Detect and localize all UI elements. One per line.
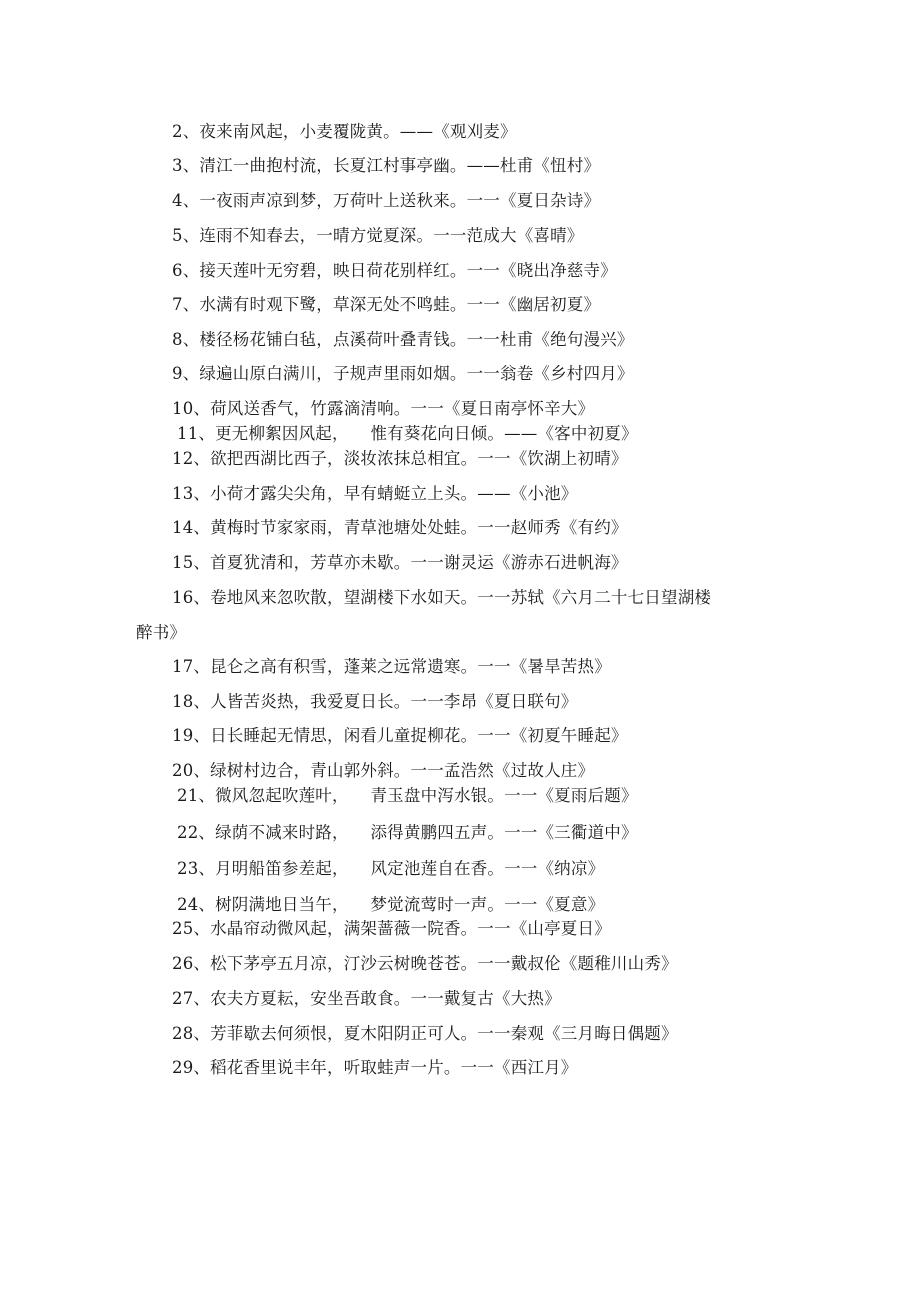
poem-line-20: 20、绿树村边合，青山郭外斜。一一孟浩然《过故人庄》 <box>172 761 595 780</box>
poem-line-18: 18、人皆苦炎热，我爱夏日长。一一李昂《夏日联句》 <box>172 692 578 711</box>
poem-line-13: 13、小荷才露尖尖角，早有蜻蜓立上头。——《小池》 <box>172 484 578 503</box>
poem-line-5: 5、连雨不知春去，一晴方觉夏深。一一范成大《喜晴》 <box>172 226 584 245</box>
poem-line-11: 11、更无柳絮因风起， 惟有葵花向日倾。——《客中初夏》 <box>177 424 638 443</box>
poem-line-23: 23、月明船笛参差起， 风定池莲自在香。一一《纳凉》 <box>177 859 605 878</box>
poem-line-19: 19、日长睡起无情思，闲看儿童捉柳花。一一《初夏午睡起》 <box>172 726 628 745</box>
poem-line-16: 16、卷地风来忽吹散，望湖楼下水如天。一一苏轼《六月二十七日望湖楼 <box>172 588 712 607</box>
poem-line-8: 8、楼径杨花铺白毡，点溪荷叶叠青钱。一一杜甫《绝句漫兴》 <box>172 330 634 349</box>
poem-line-6: 6、接天莲叶无穷碧，映日荷花别样红。一一《晓出净慈寺》 <box>172 261 617 280</box>
poem-line-27: 27、农夫方夏耘，安坐吾敢食。一一戴复古《大热》 <box>172 989 561 1008</box>
poem-line-22: 22、绿荫不减来时路， 添得黄鹏四五声。一一《三衢道中》 <box>177 823 638 842</box>
poem-line-17: 17、昆仑之高有积雪，蓬莱之远常遗寒。一一《暑旱苦热》 <box>172 657 611 676</box>
poem-line-4: 4、一夜雨声凉到梦，万荷叶上送秋来。一一《夏日杂诗》 <box>172 191 601 210</box>
poem-line-21: 21、微风忽起吹莲叶， 青玉盘中泻水银。一一《夏雨后题》 <box>177 786 638 805</box>
poem-line-25: 25、水晶帘动微风起，满架蔷薇一院香。一一《山亭夏日》 <box>172 919 611 938</box>
poem-line-9: 9、绿遍山原白满川，子规声里雨如烟。一一翁卷《乡村四月》 <box>172 364 634 383</box>
poem-line-14: 14、黄梅时节家家雨，青草池塘处处蛙。一一赵师秀《有约》 <box>172 518 628 537</box>
poem-line-7: 7、水满有时观下鹭，草深无处不鸣蛙。一一《幽居初夏》 <box>172 295 601 314</box>
poem-line-12: 12、欲把西湖比西子，淡妆浓抹总相宜。一一《饮湖上初晴》 <box>172 449 628 468</box>
poem-line-24: 24、树阴满地日当午， 梦觉流莺时一声。一一《夏意》 <box>177 895 605 914</box>
poem-line-26: 26、松下茅亭五月凉，汀沙云树晚苍苍。一一戴叔伦《题稚川山秀》 <box>172 954 678 973</box>
poem-line-15: 15、首夏犹清和，芳草亦未歇。一一谢灵运《游赤石进帆海》 <box>172 553 628 572</box>
poem-line-2: 2、夜来南风起，小麦覆陇黄。——《观刈麦》 <box>172 122 517 141</box>
poem-line-10: 10、荷风送香气，竹露滴清响。一一《夏日南亭怀辛大》 <box>172 399 595 418</box>
poem-line-16-continued: 醉书》 <box>136 623 187 642</box>
poem-line-29: 29、稻花香里说丰年，听取蛙声一片。一一《西江月》 <box>172 1058 578 1077</box>
poem-line-3: 3、清江一曲抱村流，长夏江村事亭幽。——杜甫《忸村》 <box>172 156 601 175</box>
poem-line-28: 28、芳菲歇去何须恨，夏木阳阴正可人。一一秦观《三月晦日偶题》 <box>172 1024 678 1043</box>
